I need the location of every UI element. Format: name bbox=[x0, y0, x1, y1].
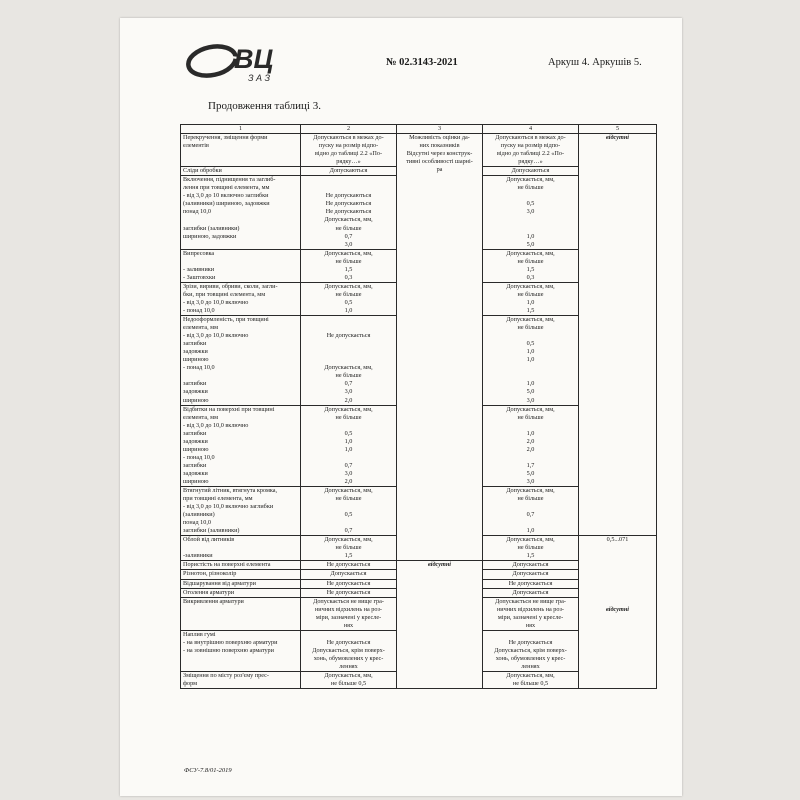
requirement-cell bbox=[301, 176, 397, 249]
cell-line: Допускається, мм, bbox=[324, 536, 373, 544]
requirement-cell-alt bbox=[483, 249, 579, 282]
column-number-cell: 1 bbox=[181, 125, 301, 134]
cell-line: рядку…» bbox=[336, 158, 361, 166]
cell-line: рядку…» bbox=[518, 158, 543, 166]
cell-line: Можливість оцінки да- bbox=[409, 134, 470, 141]
cell-line: Недооформленість, при товщині bbox=[183, 316, 269, 324]
cell-line: Допускається не вище гра- bbox=[495, 597, 566, 605]
requirement-cell bbox=[301, 167, 397, 176]
cell-line: 1,0 bbox=[344, 437, 353, 445]
cell-line: 5,0 bbox=[526, 469, 535, 477]
cell-line bbox=[303, 316, 394, 324]
cell-line bbox=[303, 340, 394, 348]
cell-line: не більше bbox=[335, 413, 362, 421]
cell-line: понад 10,0 bbox=[183, 519, 211, 527]
cell-line: елемента, мм bbox=[183, 413, 219, 421]
cell-line: 1,5 bbox=[526, 306, 535, 314]
requirement-cell bbox=[301, 597, 397, 630]
cell-line: Допускається, мм, bbox=[324, 364, 373, 372]
cell-line bbox=[303, 176, 394, 184]
cell-line: 5,0 bbox=[526, 388, 535, 396]
requirement-cell-alt bbox=[483, 630, 579, 671]
cell-line: нях bbox=[525, 621, 536, 629]
cell-line: відно до таблиці 2.2 «По- bbox=[314, 150, 383, 158]
requirement-cell-alt bbox=[483, 579, 579, 588]
cell-line: ра bbox=[436, 166, 443, 174]
defect-name-cell bbox=[181, 570, 301, 579]
company-logo bbox=[186, 34, 301, 86]
cell-line bbox=[303, 324, 394, 332]
cell-line: - від 3,0 до 10,0 включно заглибки bbox=[183, 503, 274, 511]
requirement-cell-alt bbox=[483, 536, 579, 561]
requirement-cell-alt bbox=[483, 487, 579, 536]
cell-line: Оголення арматури bbox=[183, 588, 235, 596]
cell-line: Перекручення, зміщення форми bbox=[183, 134, 268, 141]
cell-line: Допускається не вище гра- bbox=[313, 597, 384, 605]
cell-line bbox=[183, 663, 298, 671]
cell-line: 0,5 bbox=[344, 298, 353, 306]
cell-line bbox=[303, 631, 394, 639]
cell-line: 1,7 bbox=[526, 461, 535, 469]
cell-line: 1,0 bbox=[526, 356, 535, 364]
cell-line: Не допускається bbox=[508, 579, 553, 587]
defect-name-cell bbox=[181, 249, 301, 282]
cell-line bbox=[485, 422, 576, 430]
cell-line: шириною bbox=[183, 445, 209, 453]
cell-line: Відбитки на поверхні при товщині bbox=[183, 405, 275, 413]
defect-name-cell bbox=[181, 561, 301, 570]
cell-line: 0,7 bbox=[344, 461, 353, 469]
cell-line: - від 3,0 до 10,0 включно bbox=[183, 421, 249, 429]
defect-name-cell bbox=[181, 536, 301, 561]
cell-line bbox=[485, 332, 576, 340]
column-number-cell: 2 bbox=[301, 125, 397, 134]
cell-line: 1,5 bbox=[526, 552, 535, 560]
defect-name-cell bbox=[181, 487, 301, 536]
cell-line: Допускаються в межах до- bbox=[495, 134, 566, 141]
cell-line: задовжки bbox=[183, 348, 208, 356]
cell-line: міри, зазначені у кресле- bbox=[497, 613, 564, 621]
cell-line bbox=[303, 422, 394, 430]
requirement-cell-alt bbox=[483, 405, 579, 486]
requirement-cell bbox=[301, 134, 397, 167]
cell-line: 5,0 bbox=[526, 240, 535, 248]
cell-line: Відшарування від арматури bbox=[183, 579, 256, 587]
requirement-cell bbox=[301, 487, 397, 536]
cell-line: відно до таблиці 2.2 «По- bbox=[496, 150, 565, 158]
cell-line: не більше bbox=[517, 495, 544, 503]
table-row bbox=[181, 134, 657, 167]
cell-line: - від 3,0 до 10,0 включно bbox=[183, 332, 249, 340]
cell-line: пуску на розмір відпо- bbox=[318, 142, 379, 150]
cell-line: елемента, мм bbox=[183, 324, 219, 332]
cell-line: 3,0 bbox=[526, 477, 535, 485]
cell-line: 2,0 bbox=[526, 445, 535, 453]
cell-line: 0,7 bbox=[344, 232, 353, 240]
defect-name-cell bbox=[181, 588, 301, 597]
cell-line: Відсутні через конструк- bbox=[406, 150, 473, 158]
cell-line: не більше bbox=[517, 257, 544, 265]
requirement-cell bbox=[301, 579, 397, 588]
cell-line: бки, при товщині елемента, мм bbox=[183, 290, 266, 298]
cell-line: - понад 10,0 bbox=[183, 453, 215, 461]
cell-line: шириною bbox=[183, 396, 209, 404]
requirement-cell bbox=[301, 282, 397, 315]
cell-line: Допускається, мм, bbox=[506, 405, 555, 413]
cell-line: Допускаються в межах до- bbox=[313, 134, 384, 141]
cell-line: 0,3 bbox=[344, 273, 353, 281]
cell-line bbox=[303, 503, 394, 511]
cell-line: 0,7 bbox=[526, 511, 535, 519]
requirement-cell bbox=[301, 405, 397, 486]
col3-merged-cell bbox=[397, 561, 483, 689]
cell-line: (заливники) bbox=[183, 511, 215, 519]
cell-line: Допускається, мм, bbox=[324, 216, 373, 224]
requirement-cell-alt bbox=[483, 316, 579, 406]
cell-line bbox=[183, 655, 298, 663]
requirement-cell bbox=[301, 630, 397, 671]
cell-line: при товщині елемента, мм bbox=[183, 495, 253, 503]
column-number-cell: 4 bbox=[483, 125, 579, 134]
cell-line bbox=[485, 519, 576, 527]
cell-line: Не допускається bbox=[326, 332, 371, 340]
col5-absent-note: відсутні bbox=[606, 134, 629, 141]
cell-line: елементів bbox=[183, 142, 209, 150]
cell-line: лення при товщині елемента, мм bbox=[183, 184, 270, 192]
sheet-info: Аркуш 4. Аркушів 5. bbox=[548, 57, 642, 68]
cell-line: Допускається bbox=[512, 561, 549, 569]
cell-line bbox=[485, 503, 576, 511]
cell-line: пуску на розмір відпо- bbox=[500, 142, 561, 150]
cell-line: 0,5 bbox=[344, 429, 353, 437]
cell-line: 0,5 bbox=[526, 200, 535, 208]
cell-line: не більше bbox=[517, 324, 544, 332]
cell-line: шириною bbox=[183, 356, 209, 364]
column-number-cell: 5 bbox=[579, 125, 657, 134]
cell-line: Допускається bbox=[512, 588, 549, 596]
cell-line: заглибки bbox=[183, 340, 207, 348]
cell-line: Допускається, мм, bbox=[506, 282, 555, 290]
cell-line: Допускається, крім поверх- bbox=[494, 646, 567, 654]
col5-merged-cell bbox=[579, 536, 657, 689]
cell-line: задовжки bbox=[183, 469, 208, 477]
cell-line: не більше bbox=[335, 224, 362, 232]
cell-line: Допускається, мм, bbox=[506, 249, 555, 257]
cell-line: 1,0 bbox=[526, 429, 535, 437]
cell-line: 0,5 bbox=[344, 511, 353, 519]
cell-line: задовжки bbox=[183, 437, 208, 445]
cell-line: 3,0 bbox=[344, 469, 353, 477]
cell-line: Пористість на поверхні елемента bbox=[183, 561, 271, 569]
requirement-cell-alt bbox=[483, 282, 579, 315]
cell-line: Допускається, мм, bbox=[506, 672, 555, 680]
cell-line: Не допускається bbox=[326, 588, 371, 596]
cell-line: задовжки bbox=[183, 388, 208, 396]
cell-line: Не допускаються bbox=[325, 200, 372, 208]
cell-line: не більше bbox=[335, 372, 362, 380]
requirement-cell-alt bbox=[483, 134, 579, 167]
continuation-title: Продовження таблиці 3. bbox=[208, 100, 321, 112]
cell-line: Допускається, мм, bbox=[324, 487, 373, 495]
cell-line: Втягнутий літник, втягнута кромка, bbox=[183, 487, 278, 495]
defect-name-cell bbox=[181, 405, 301, 486]
cell-line: Викривлення арматури bbox=[183, 597, 244, 605]
requirement-cell-alt bbox=[483, 167, 579, 176]
cell-line: Не допускається bbox=[326, 579, 371, 587]
col5-merged-cell bbox=[579, 134, 657, 536]
cell-line: Різнотон, різноколір bbox=[183, 570, 237, 578]
cell-line: заглибки bbox=[183, 429, 207, 437]
cell-line: міри, зазначені у кресле- bbox=[315, 613, 382, 621]
cell-line: 1,0 bbox=[526, 232, 535, 240]
cell-line: - на внутрішню поверхню арматури bbox=[183, 638, 278, 646]
requirement-cell bbox=[301, 536, 397, 561]
cell-line: форм bbox=[183, 680, 198, 688]
cell-line: тивні особливості шарні- bbox=[406, 158, 473, 166]
column-number-row bbox=[181, 125, 657, 134]
cell-line: 3,0 bbox=[526, 208, 535, 216]
cell-line bbox=[303, 454, 394, 462]
cell-line: понад 10,0 bbox=[183, 208, 211, 216]
cell-line: Наплив гумі bbox=[183, 630, 216, 638]
col3-merged-cell bbox=[397, 134, 483, 561]
cell-line: Включення, піднищення та заглиб- bbox=[183, 176, 276, 184]
cell-line: не більше bbox=[517, 184, 544, 192]
cell-line: хонь, обумовлених у крес- bbox=[495, 654, 566, 662]
cell-line: 2,0 bbox=[344, 396, 353, 404]
cell-line: не більше 0,5 bbox=[330, 680, 367, 688]
cell-line: (заливники) шириною, задовжки bbox=[183, 200, 270, 208]
cell-line: - від 3,0 до 10,0 включно bbox=[183, 298, 249, 306]
cell-line: шириною, задовжки bbox=[183, 232, 237, 240]
defect-name-cell bbox=[181, 597, 301, 630]
defect-name-cell bbox=[181, 672, 301, 689]
cell-line: Допускаються bbox=[329, 167, 368, 175]
cell-line bbox=[485, 372, 576, 380]
requirement-cell-alt bbox=[483, 672, 579, 689]
cell-line: них показників bbox=[419, 142, 460, 150]
cell-line: не більше bbox=[335, 544, 362, 552]
requirement-cell bbox=[301, 316, 397, 406]
cell-line bbox=[303, 184, 394, 192]
defect-name-cell bbox=[181, 134, 301, 167]
cell-line: Допускається, мм, bbox=[324, 282, 373, 290]
cell-line: - заливники bbox=[183, 265, 215, 273]
cell-line: нях bbox=[343, 621, 354, 629]
cell-line bbox=[183, 372, 298, 380]
document-number: № 02.3143-2021 bbox=[386, 57, 458, 68]
cell-line: 1,0 bbox=[526, 527, 535, 535]
cell-line: леннях bbox=[521, 663, 540, 670]
cell-line bbox=[485, 364, 576, 372]
cell-line: леннях bbox=[339, 663, 358, 670]
cell-line: Не допускається bbox=[326, 638, 371, 646]
cell-line bbox=[485, 631, 576, 639]
cell-line: Не допускаються bbox=[325, 192, 372, 200]
cell-line: - Заштовхки bbox=[183, 273, 216, 281]
cell-line: Допускається, мм, bbox=[506, 176, 555, 184]
cell-line: 1,0 bbox=[526, 348, 535, 356]
cell-line: Допускається, крім поверх- bbox=[312, 646, 385, 654]
cell-line: Не допускається bbox=[508, 638, 553, 646]
column-number-cell: 3 bbox=[397, 125, 483, 134]
cell-line: шириною bbox=[183, 477, 209, 485]
cell-line: 1,5 bbox=[526, 265, 535, 273]
cell-line: не більше bbox=[335, 290, 362, 298]
cell-line: Допускається bbox=[512, 570, 549, 578]
cell-line: ничних відхилень на роз- bbox=[314, 605, 382, 613]
cell-line: Допускається, мм, bbox=[324, 405, 373, 413]
cell-line: 1,0 bbox=[344, 445, 353, 453]
cell-line: - понад 10,0 bbox=[183, 364, 215, 372]
requirement-cell bbox=[301, 672, 397, 689]
defect-name-cell bbox=[181, 167, 301, 176]
requirement-cell bbox=[301, 570, 397, 579]
cell-line: Допускається, мм, bbox=[506, 536, 555, 544]
cell-line: Допускається bbox=[330, 570, 367, 578]
defect-name-cell bbox=[181, 282, 301, 315]
cell-line: Допускається, мм, bbox=[506, 487, 555, 495]
cell-line: не більше bbox=[335, 257, 362, 265]
cell-line bbox=[183, 258, 298, 266]
cell-line bbox=[303, 348, 394, 356]
cell-line: 2,0 bbox=[526, 437, 535, 445]
cell-line: 3,0 bbox=[344, 388, 353, 396]
requirement-cell-alt bbox=[483, 588, 579, 597]
cell-line: заглибки bbox=[183, 380, 207, 388]
cell-line bbox=[183, 544, 298, 552]
cell-line: не більше bbox=[517, 413, 544, 421]
cell-line: хонь, обумовлених у крес- bbox=[313, 654, 384, 662]
cell-line: заглибки (заливники) bbox=[183, 224, 240, 232]
cell-line: - понад 10,0 bbox=[183, 306, 215, 314]
requirements-table bbox=[180, 124, 657, 689]
defect-name-cell bbox=[181, 316, 301, 406]
defect-name-cell bbox=[181, 176, 301, 249]
footer-form-code: ФСУ-7.8/01-2019 bbox=[184, 767, 232, 774]
requirement-cell-alt bbox=[483, 597, 579, 630]
cell-line: Облой від литників bbox=[183, 536, 235, 544]
cell-line: не більше bbox=[517, 290, 544, 298]
cell-line: 3,0 bbox=[526, 396, 535, 404]
cell-line: Випресовка bbox=[183, 249, 215, 257]
cell-line: Не допускаються bbox=[325, 208, 372, 216]
requirement-cell-alt bbox=[483, 176, 579, 249]
cell-line bbox=[485, 216, 576, 224]
cell-line: -заливники bbox=[183, 552, 213, 560]
cell-line: ничних відхилень на роз- bbox=[496, 605, 564, 613]
col5-value: 0,5...071 bbox=[606, 536, 629, 544]
logo-subtitle: З А З bbox=[248, 73, 271, 83]
cell-line bbox=[485, 454, 576, 462]
cell-line: Сліди обробки bbox=[183, 167, 222, 175]
cell-line: 1,5 bbox=[344, 265, 353, 273]
requirement-cell-alt bbox=[483, 561, 579, 570]
logo-letters: ВЦ bbox=[234, 44, 274, 74]
cell-line bbox=[303, 356, 394, 364]
cell-line: 2,0 bbox=[344, 477, 353, 485]
cell-line: 0,7 bbox=[344, 527, 353, 535]
defect-name-cell bbox=[181, 579, 301, 588]
cell-line: 1,5 bbox=[344, 552, 353, 560]
requirement-cell bbox=[301, 249, 397, 282]
cell-line: заглибки bbox=[183, 461, 207, 469]
cell-line: Не допускається bbox=[326, 561, 371, 569]
cell-line: 1,0 bbox=[344, 306, 353, 314]
cell-line: 1,0 bbox=[526, 298, 535, 306]
cell-line: - на зовнішню поверхню арматури bbox=[183, 646, 274, 654]
cell-line bbox=[485, 225, 576, 233]
requirement-cell bbox=[301, 588, 397, 597]
cell-line: 1,0 bbox=[526, 380, 535, 388]
cell-line: не більше bbox=[517, 544, 544, 552]
cell-line: 0,7 bbox=[344, 380, 353, 388]
cell-line: Зрізи, вириви, обриви, сколи, загли- bbox=[183, 282, 278, 290]
cell-line: 3,0 bbox=[344, 240, 353, 248]
cell-line bbox=[303, 519, 394, 527]
requirement-cell bbox=[301, 561, 397, 570]
cell-line: Допускається, мм, bbox=[506, 316, 555, 324]
cell-line: не більше 0,5 bbox=[512, 680, 549, 688]
cell-line: заглибки (заливники) bbox=[183, 527, 240, 535]
cell-line: - від 3,0 до 10 включно заглибки bbox=[183, 192, 269, 200]
defect-name-cell bbox=[181, 630, 301, 671]
cell-line bbox=[183, 216, 298, 224]
cell-line: не більше bbox=[335, 495, 362, 503]
cell-line: Допускається, мм, bbox=[324, 672, 373, 680]
cell-line: Допускаються bbox=[511, 167, 550, 175]
col3-absent-note: відсутні bbox=[428, 561, 451, 569]
cell-line bbox=[485, 192, 576, 200]
cell-line: Зміщення по місту роз'єму прес- bbox=[183, 672, 269, 680]
requirement-cell-alt bbox=[483, 570, 579, 579]
cell-line: Допускається, мм, bbox=[324, 249, 373, 257]
col5-absent-note: відсутні bbox=[606, 606, 629, 614]
cell-line: 0,3 bbox=[526, 273, 535, 281]
cell-line: 0,5 bbox=[526, 340, 535, 348]
